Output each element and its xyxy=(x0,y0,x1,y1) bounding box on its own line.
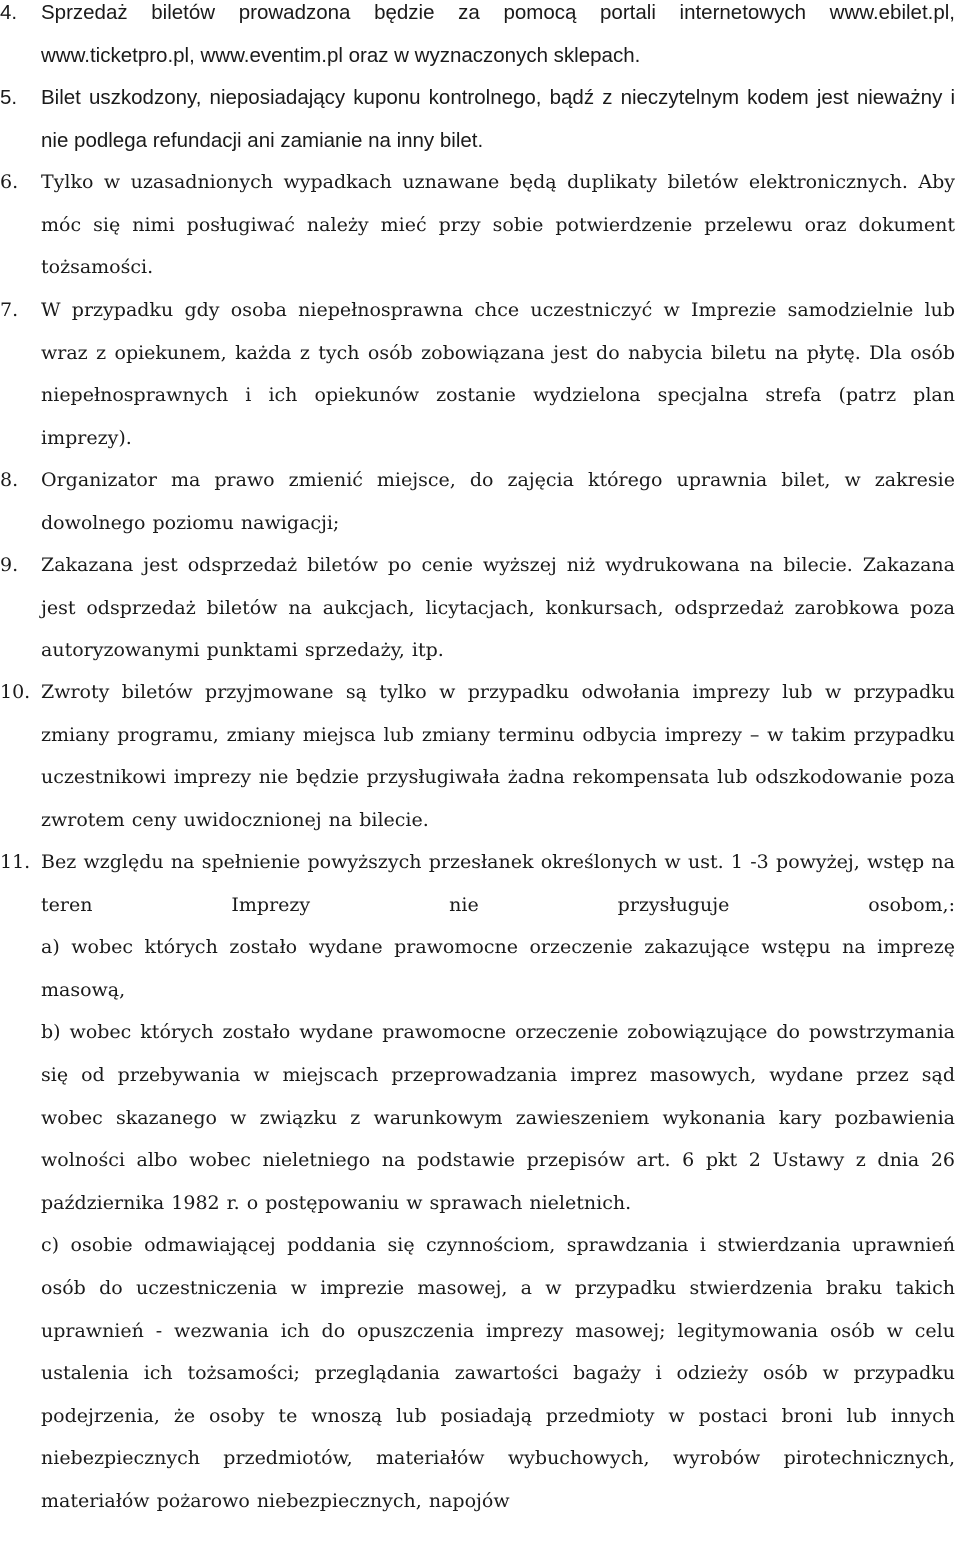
item-text: Sprzedaż biletów prowadzona będzie za pomocą portali internetowych www.ebilet.pl, www.ticketpro.pl, www.eventim.pl oraz w wyznaczonych sklepach. xyxy=(41,1,955,67)
item-number: 6. xyxy=(0,171,19,193)
item-intro: Bez względu na spełnienie powyższych przesłanek określonych w ust. 1 -3 powyżej, wstęp na teren Imprezy nie przysługuje osobom,: xyxy=(41,851,955,916)
item-number: 10. xyxy=(0,681,31,703)
item-number: 5. xyxy=(0,86,18,109)
item-text: Bilet uszkodzony, nieposiadający kuponu kontrolnego, bądź z nieczytelnym kodem jest nieważny i nie podlega refundacji ani zamianie na inny bilet. xyxy=(41,86,955,152)
item-text xyxy=(41,841,955,1523)
item-number: 9. xyxy=(0,554,19,576)
item-text: Zakazana jest odsprzedaż biletów po cenie wyższej niż wydrukowana na bilecie. Zakazana jest odsprzedaż biletów na aukcjach, licytacjach, konkursach, odsprzedaż zarobkowa poza autoryzowanymi punktami sprzedaży, itp. xyxy=(41,554,955,662)
item-text: Zwroty biletów przyjmowane są tylko w przypadku odwołania imprezy lub w przypadku zmiany programu, zmiany miejsca lub zmiany terminu odbycia imprezy – w takim przypadku uczestnikowi imprezy nie będzie przysługiwała żadna rekompensata lub odszkodowanie poza zwrotem ceny uwidocznionej na bilecie. xyxy=(41,681,955,831)
item-number: 11. xyxy=(0,851,31,873)
item-number: 8. xyxy=(0,469,19,491)
item-text: Tylko w uzasadnionych wypadkach uznawane będą duplikaty biletów elektronicznych. Aby móc się nimi posługiwać należy mieć przy sobie potwierdzenie przelewu oraz dokument tożsamości. xyxy=(41,171,955,279)
item-number: 4. xyxy=(0,1,18,24)
sub-item-b: b) wobec których zostało wydane prawomocne orzeczenie zobowiązujące do powstrzymania się od przebywania w miejscach przeprowadzania imprez masowych, wydane przez sąd wobec skazanego w związku z warunkowym zawieszeniem wykonania kary pozbawienia wolności albo wobec nieletniego na podstawie przepisów art. 6 pkt 2 Ustawy z dnia 26 października 1982 r. o postępowaniu w sprawach nieletnich. xyxy=(41,1021,955,1214)
sub-item-c: c) osobie odmawiającej poddania się czynnościom, sprawdzania i stwierdzania uprawnień osób do uczestniczenia w imprezie masowej, a w przypadku stwierdzenia braku takich uprawnień - wezwania ich do opuszczenia imprezy masowej; legitymowania osób w celu ustalenia ich tożsamości; przeglądania zawartości bagaży i odzieży osób w przypadku podejrzenia, że osoby te wnoszą lub posiadają przedmioty w postaci broni lub innych niebezpiecznych przedmiotów, materiałów wybuchowych, wyrobów pirotechnicznych, materiałów pożarowo niebezpiecznych, napojów xyxy=(41,1234,955,1512)
item-number: 7. xyxy=(0,299,19,321)
item-text: W przypadku gdy osoba niepełnosprawna chce uczestniczyć w Imprezie samodzielnie lub wraz z opiekunem, każda z tych osób zobowiązana jest do nabycia biletu na płytę. Dla osób niepełnosprawnych i ich opiekunów zostanie wydzielona specjalna strefa (patrz plan imprezy). xyxy=(41,299,955,449)
item-text: Organizator ma prawo zmienić miejsce, do zajęcia którego uprawnia bilet, w zakresie dowolnego poziomu nawigacji; xyxy=(41,469,955,534)
sub-item-a: a) wobec których zostało wydane prawomocne orzeczenie zakazujące wstępu na imprezę masową, xyxy=(41,936,955,1001)
